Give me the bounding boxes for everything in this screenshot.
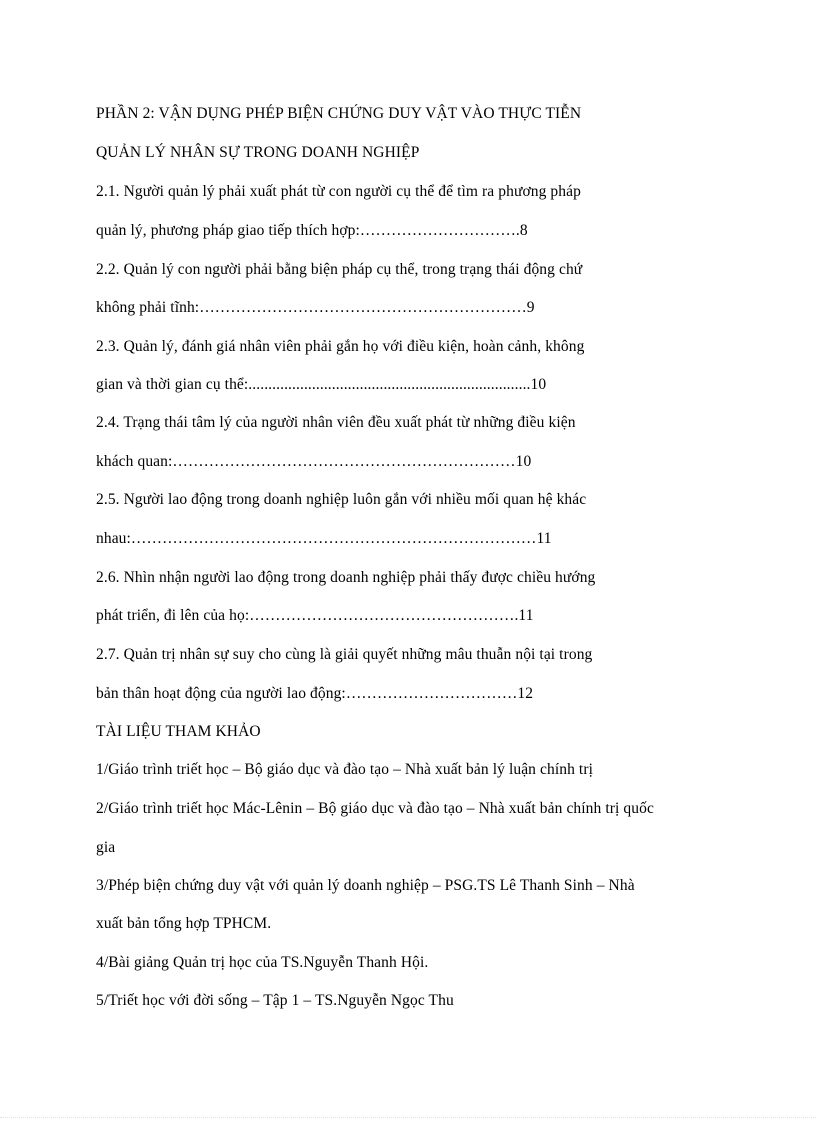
toc-item-2-2-line-2: không phải tĩnh:………………………………………………………9: [96, 299, 535, 316]
toc-item-2-2-line-1: 2.2. Quản lý con người phải bằng biện pháp cụ thể, trong trạng thái động chứ: [96, 261, 583, 278]
section-heading-line-2: QUẢN LÝ NHÂN SỰ TRONG DOANH NGHIỆP: [96, 144, 420, 161]
toc-item-2-7-line-1: 2.7. Quản trị nhân sự suy cho cùng là giải quyết những mâu thuẫn nội tại trong: [96, 646, 593, 663]
toc-item-2-1-line-2: quản lý, phương pháp giao tiếp thích hợp:………………………….8: [96, 222, 528, 239]
toc-item-2-1-line-1: 2.1. Người quản lý phải xuất phát từ con người cụ thể để tìm ra phương pháp: [96, 183, 581, 200]
reference-item-4: 4/Bài giảng Quản trị học của TS.Nguyễn Thanh Hội.: [96, 954, 429, 971]
toc-item-2-3-line-2: gian và thời gian cụ thể:.......................................................................10: [96, 376, 547, 393]
toc-item-2-6-line-1: 2.6. Nhìn nhận người lao động trong doanh nghiệp phải thấy được chiều hướng: [96, 569, 596, 586]
toc-item-2-7-line-2: bản thân hoạt động của người lao động:……………………………12: [96, 685, 534, 702]
section-heading-line-1: PHẦN 2: VẬN DỤNG PHÉP BIỆN CHỨNG DUY VẬT VÀO THỰC TIỄN: [96, 105, 582, 122]
reference-item-3-line-1: 3/Phép biện chứng duy vật với quản lý doanh nghiệp – PSG.TS Lê Thanh Sinh – Nhà: [96, 877, 635, 894]
toc-item-2-5-line-1: 2.5. Người lao động trong doanh nghiệp luôn gắn với nhiều mối quan hệ khác: [96, 491, 587, 508]
toc-item-2-4-line-1: 2.4. Trạng thái tâm lý của người nhân viên đều xuất phát từ những điều kiện: [96, 414, 576, 431]
toc-item-2-4-line-2: khách quan:…………………………………………………………10: [96, 453, 532, 470]
page-bottom-divider: [0, 1117, 816, 1118]
reference-item-2-line-1: 2/Giáo trình triết học Mác-Lênin – Bộ giáo dục và đào tạo – Nhà xuất bản chính trị quốc: [96, 800, 654, 817]
reference-item-5: 5/Triết học với đời sống – Tập 1 – TS.Nguyễn Ngọc Thu: [96, 992, 454, 1009]
reference-item-2-line-2: gia: [96, 839, 116, 856]
toc-item-2-3-line-1: 2.3. Quản lý, đánh giá nhân viên phải gắn họ với điều kiện, hoàn cảnh, không: [96, 338, 585, 355]
references-heading: TÀI LIỆU THAM KHẢO: [96, 723, 261, 740]
toc-item-2-5-line-2: nhau:……………………………………………………………………11: [96, 530, 552, 547]
toc-item-2-6-line-2: phát triển, đi lên của họ:…………………………………………….11: [96, 607, 534, 624]
reference-item-1: 1/Giáo trình triết học – Bộ giáo dục và đào tạo – Nhà xuất bản lý luận chính trị: [96, 761, 593, 778]
reference-item-3-line-2: xuất bản tổng hợp TPHCM.: [96, 915, 272, 932]
